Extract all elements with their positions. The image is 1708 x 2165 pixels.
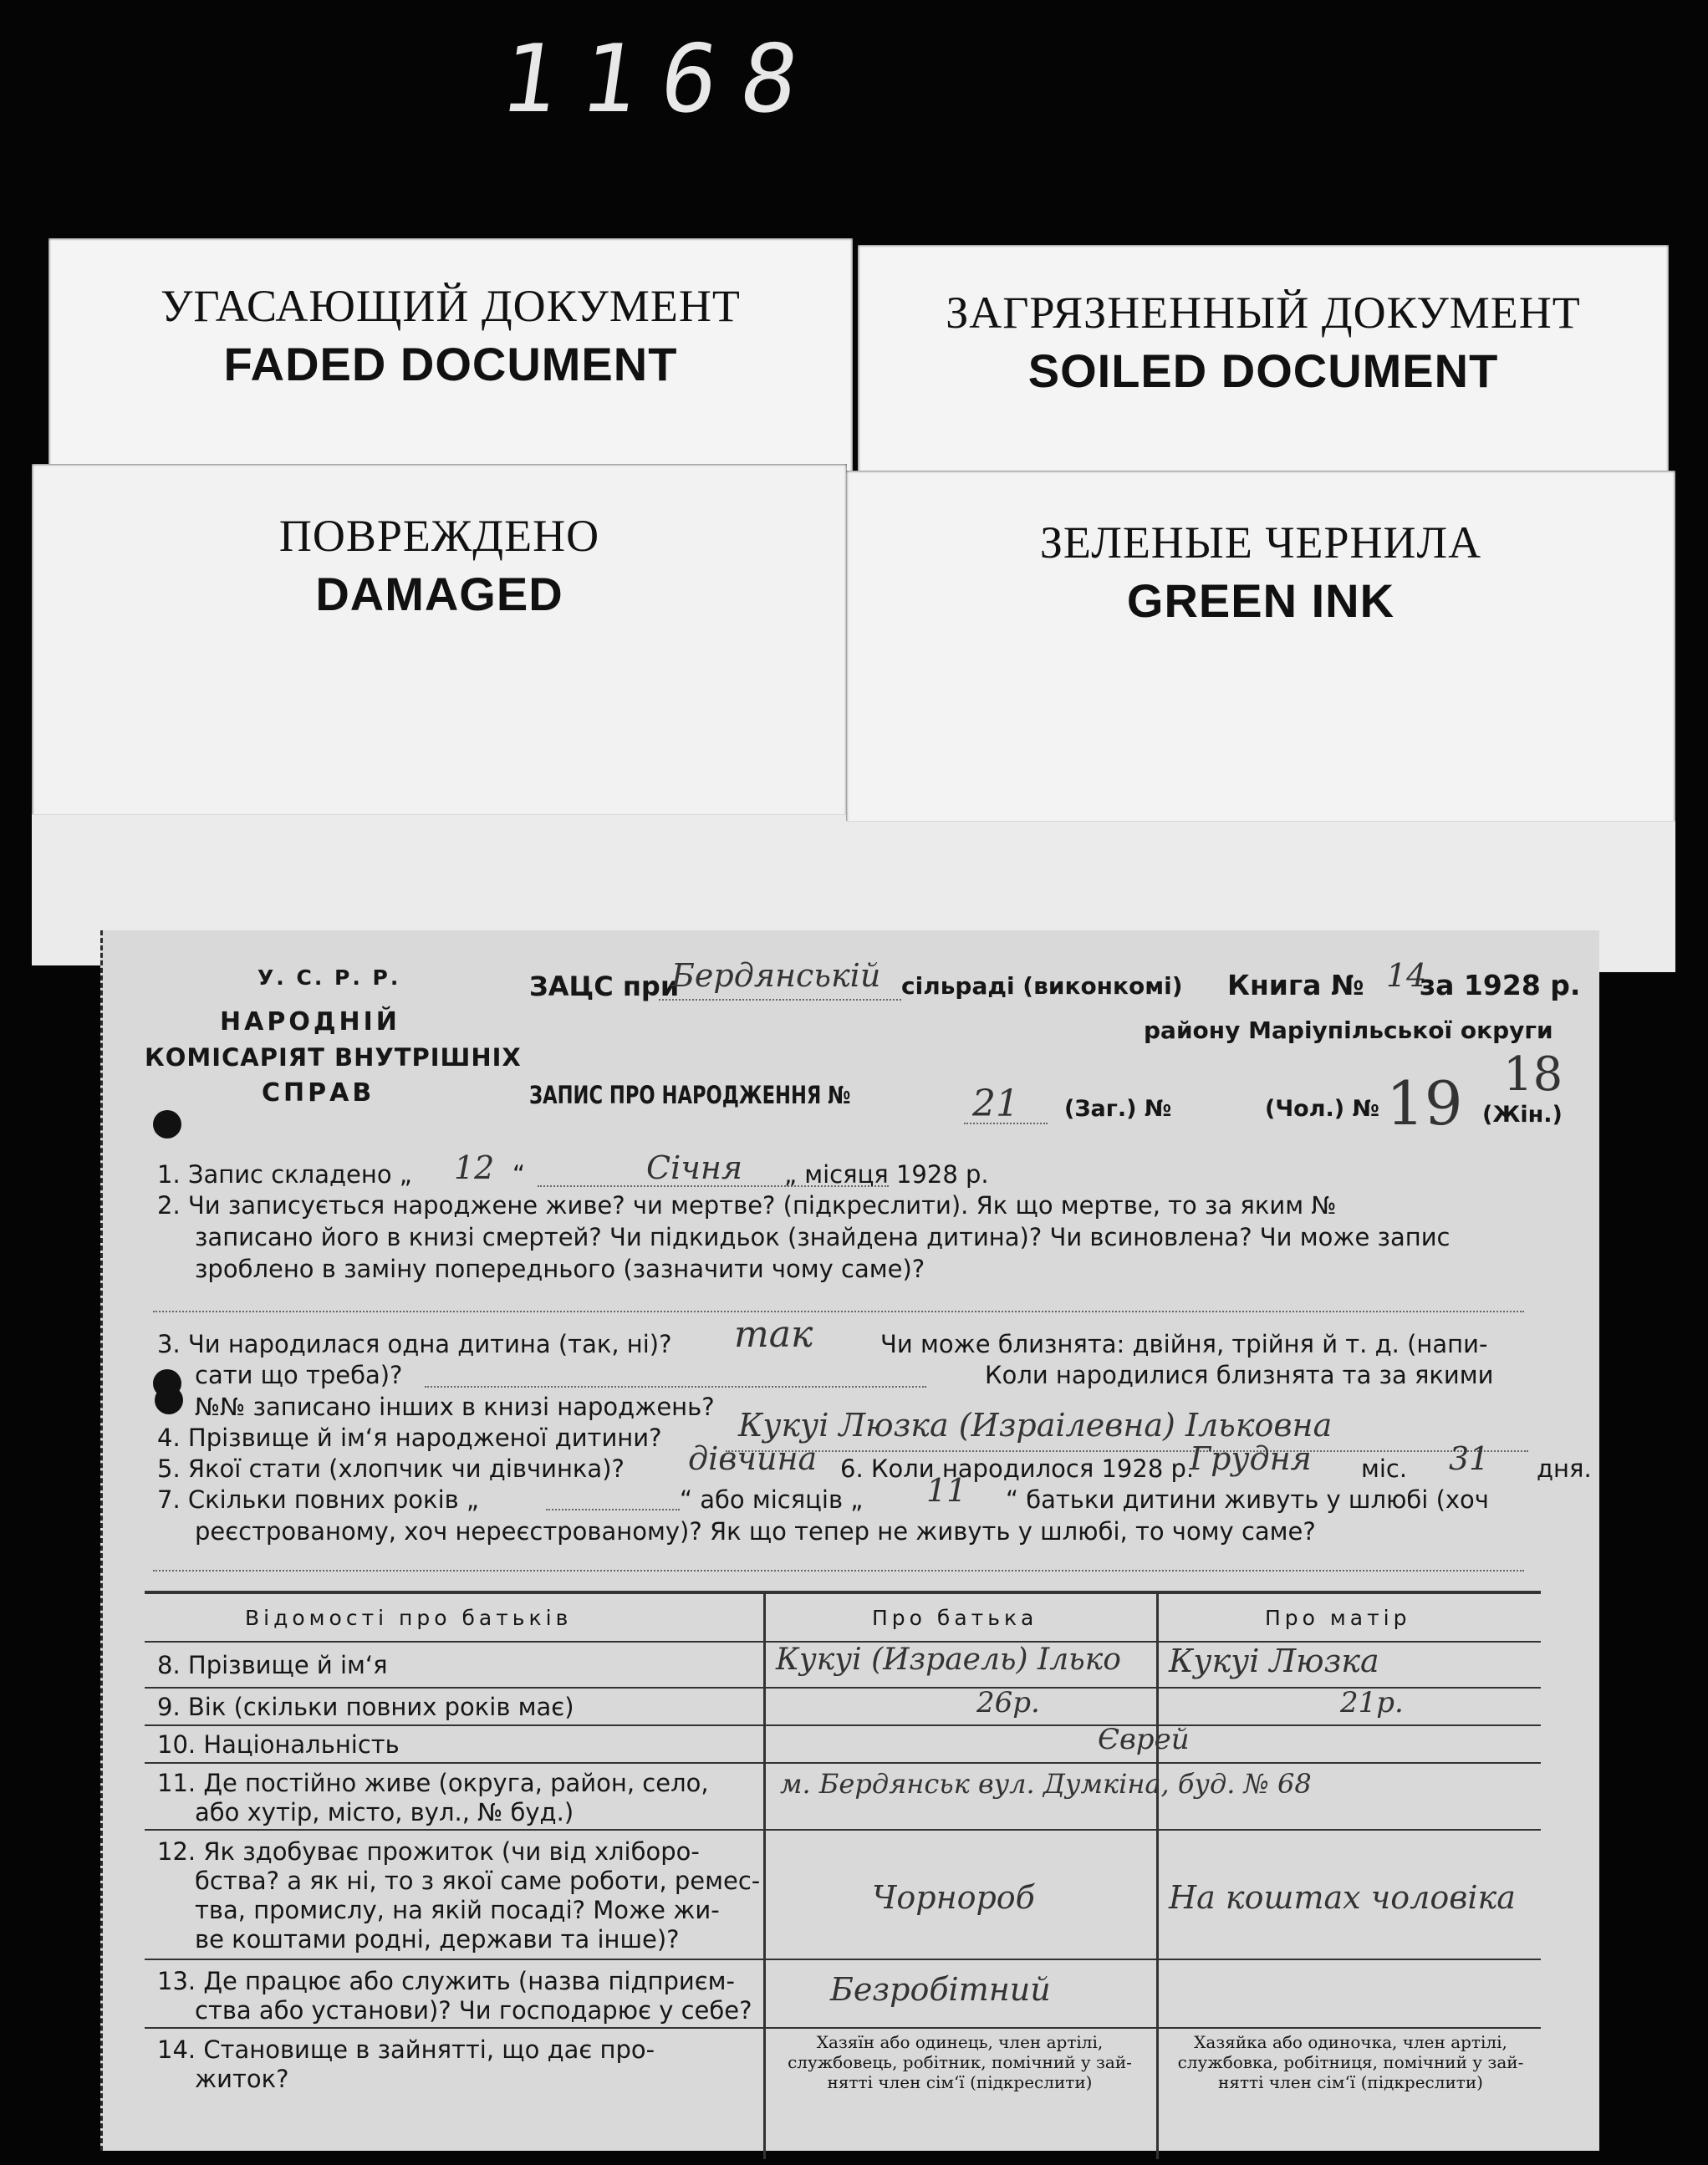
q1-year: „ місяця 1928 р. — [784, 1160, 989, 1189]
row14-father-line-1: Хазяїн або одинець, член артілі, — [816, 2032, 1104, 2052]
q3-line3: №№ записано інших в книзі народжень? — [195, 1393, 715, 1421]
q7-fill-line — [153, 1570, 1524, 1572]
damaged-card — [32, 464, 847, 965]
row9-label: 9. Вік (скільки повних років має) — [157, 1693, 574, 1721]
row10-value: Єврей — [1098, 1723, 1190, 1756]
row14-mother-line-1: Хазяйка або одиночка, член артілі, — [1194, 2032, 1507, 2052]
q5-value: дівчина — [688, 1440, 818, 1477]
green-ink-card — [846, 471, 1675, 972]
table-column-line — [763, 1591, 766, 2159]
q6-label: 6. Коли народилося 1928 р. — [840, 1454, 1195, 1483]
zag-label: (Заг.) № — [1064, 1096, 1172, 1122]
q4-label: 4. Прізвище й ім‘я народженої дитини? — [157, 1424, 662, 1452]
org-line-2: НАРОДНІЙ — [220, 1007, 400, 1037]
table-header-parents: Відомості про батьків — [245, 1606, 573, 1630]
table-row-line — [145, 1829, 1541, 1831]
row11-label-1: 11. Де постійно живе (округа, район, село, — [157, 1769, 709, 1797]
reel-number: 1168 — [493, 25, 829, 134]
row14-father-line-2: службовець, робітник, помічний у зай- — [788, 2052, 1132, 2072]
zags-label: ЗАЦС при — [529, 970, 680, 1002]
soiled-card-ru: ЗАГРЯЗНЕННЫЙ ДОКУМЕНТ — [946, 288, 1581, 338]
row12-label-1: 12. Як здобуває прожиток (чи від хліборо- — [157, 1837, 700, 1866]
damaged-card-en: DAMAGED — [315, 568, 563, 620]
row13-label-2: ства або установи)? Чи господарює у себе? — [195, 1996, 752, 2025]
book-value: 14 — [1386, 957, 1427, 994]
table-header-father: Про батька — [872, 1606, 1038, 1630]
row12-label-2: бства? а як ні, то з якої саме роботи, ремес- — [195, 1867, 761, 1895]
row8-father: Кукуі (Израель) Ілько — [776, 1643, 1121, 1677]
row14-father-line-3: нятті член сім‘ї (підкреслити) — [827, 2072, 1093, 2092]
q3-twins: Чи може близнята: двійня, трійня й т. д. (напи- — [880, 1330, 1488, 1358]
q1-quote: “ — [512, 1160, 526, 1189]
punch-hole — [155, 1386, 183, 1414]
record-number: 21 — [972, 1082, 1019, 1125]
q7-months: 11 — [926, 1472, 967, 1509]
q7-years-line — [546, 1509, 680, 1510]
row11-value: м. Бердянськ вул. Думкіна, буд. № 68 — [780, 1768, 1312, 1800]
q2-line1: 2. Чи записується народжене живе? чи мертве? (підкреслити). Як що мертве, то за яким № — [157, 1191, 1337, 1220]
chol-label: (Чол.) № — [1265, 1096, 1379, 1122]
row12-father: Чорнороб — [872, 1879, 1035, 1916]
row13-label-1: 13. Де працює або служить (назва підприєм- — [157, 1967, 736, 1995]
damaged-card-ru: ПОВРЕЖДЕНО — [278, 511, 600, 561]
soiled-card-en: SOILED DOCUMENT — [1027, 344, 1499, 397]
parents-table — [145, 1591, 1541, 2159]
zags-suffix: сільраді (виконкомі) — [901, 972, 1183, 1000]
record-number-line — [964, 1123, 1048, 1124]
row14-label-2: житок? — [195, 2065, 289, 2093]
q2-fill-line — [153, 1311, 1524, 1312]
q7-label: 7. Скільки повних років „ — [157, 1485, 479, 1514]
q3-fill-line — [425, 1386, 926, 1388]
punch-hole — [153, 1110, 181, 1139]
org-line-3: КОМІСАРІЯТ ВНУТРІШНІХ — [145, 1043, 522, 1072]
table-row-line — [145, 1687, 1541, 1689]
table-header-mother: Про матір — [1265, 1606, 1411, 1630]
q4-value: Кукуі Люзка (Израілевна) Ільковна — [738, 1407, 1333, 1444]
green-ink-card-en: GREEN INK — [1126, 574, 1395, 627]
q6-dnya: дня. — [1537, 1454, 1592, 1483]
q4-fill-line — [726, 1450, 1528, 1452]
row14-label-1: 14. Становище в зайнятті, що дає про- — [157, 2035, 655, 2064]
book-label: Книга № — [1227, 969, 1364, 1001]
row12-label-4: ве коштами родні, держави та інше)? — [195, 1925, 680, 1954]
org-line-4: СПРАВ — [262, 1078, 375, 1108]
row11-label-2: або хутір, місто, вул., № буд.) — [195, 1798, 574, 1826]
table-column-line — [1156, 1591, 1159, 2159]
birth-record-form — [100, 930, 1599, 2151]
row14-father-options — [767, 2032, 1152, 2092]
corner-number: 18 — [1503, 1047, 1563, 1102]
district: району Маріупільської округи — [1144, 1016, 1553, 1044]
q3-label: 3. Чи народилася одна дитина (так, ні)? — [157, 1330, 672, 1358]
q3-value: так — [734, 1313, 813, 1356]
q2-line3: зроблено в заміну попереднього (зазначити чому саме)? — [195, 1255, 925, 1283]
q3-line2a: сати що треба)? — [195, 1361, 403, 1389]
table-row-line — [145, 1724, 1541, 1726]
zhin-number: 19 — [1386, 1068, 1463, 1139]
q7-married: “ батьки дитини живуть у шлюбі (хоч — [1006, 1485, 1489, 1514]
row12-mother: На коштах чоловіка — [1169, 1879, 1516, 1916]
q6-mis: міс. — [1361, 1454, 1408, 1483]
row12-label-3: тва, промислу, на якій посаді? Може жи- — [195, 1896, 720, 1924]
row9-father: 26р. — [976, 1686, 1040, 1719]
table-row-line — [145, 2027, 1541, 2029]
faded-card-ru: УГАСАЮЩИЙ ДОКУМЕНТ — [161, 281, 741, 331]
q2-line2: записано його в книзі смертей? Чи підкидьок (знайдена дитина)? Чи всиновлена? Чи може запис — [195, 1223, 1451, 1251]
row10-label: 10. Національність — [157, 1730, 400, 1759]
row14-mother-options — [1160, 2032, 1541, 2092]
q1-day: 12 — [454, 1149, 495, 1186]
faded-card-en: FADED DOCUMENT — [223, 338, 678, 390]
row14-mother-line-3: нятті член сім‘ї (підкреслити) — [1218, 2072, 1483, 2092]
org-ussr: У. С. Р. Р. — [257, 965, 401, 990]
table-row-line — [145, 1762, 1541, 1764]
row8-label: 8. Прізвище й ім‘я — [157, 1651, 388, 1679]
q6-day: 31 — [1449, 1440, 1490, 1477]
row14-mother-line-2: службовка, робітниця, помічний у зай- — [1177, 2052, 1524, 2072]
green-ink-card-ru: ЗЕЛЕНЫЕ ЧЕРНИЛА — [1039, 517, 1482, 568]
zags-value: Бердянській — [671, 957, 881, 994]
q1-label: 1. Запис складено „ — [157, 1160, 412, 1189]
zhin-label: (Жін.) — [1482, 1102, 1563, 1128]
record-title: ЗАПИС ПРО НАРОДЖЕННЯ № — [529, 1081, 851, 1109]
row8-mother: Кукуі Люзка — [1169, 1643, 1379, 1679]
table-row-line — [145, 1959, 1541, 1960]
q3-line2b: Коли народилися близнята та за якими — [985, 1361, 1494, 1389]
row9-mother: 21р. — [1340, 1686, 1404, 1719]
q6-month: Грудня — [1190, 1440, 1312, 1477]
year-label: за 1928 р. — [1420, 969, 1581, 1001]
table-border — [145, 1591, 1541, 1594]
zags-fill-line — [659, 999, 901, 1001]
q7-line2: реєстрованому, хоч нереєстрованому)? Як що тепер не живуть у шлюбі, то чому саме? — [195, 1517, 1316, 1546]
q1-month: Січня — [646, 1149, 743, 1186]
row13-father: Безробітний — [830, 1971, 1051, 2008]
q5-label: 5. Якої стати (хлопчик чи дівчинка)? — [157, 1454, 625, 1483]
q7-months-label: “ або місяців „ — [680, 1485, 864, 1514]
